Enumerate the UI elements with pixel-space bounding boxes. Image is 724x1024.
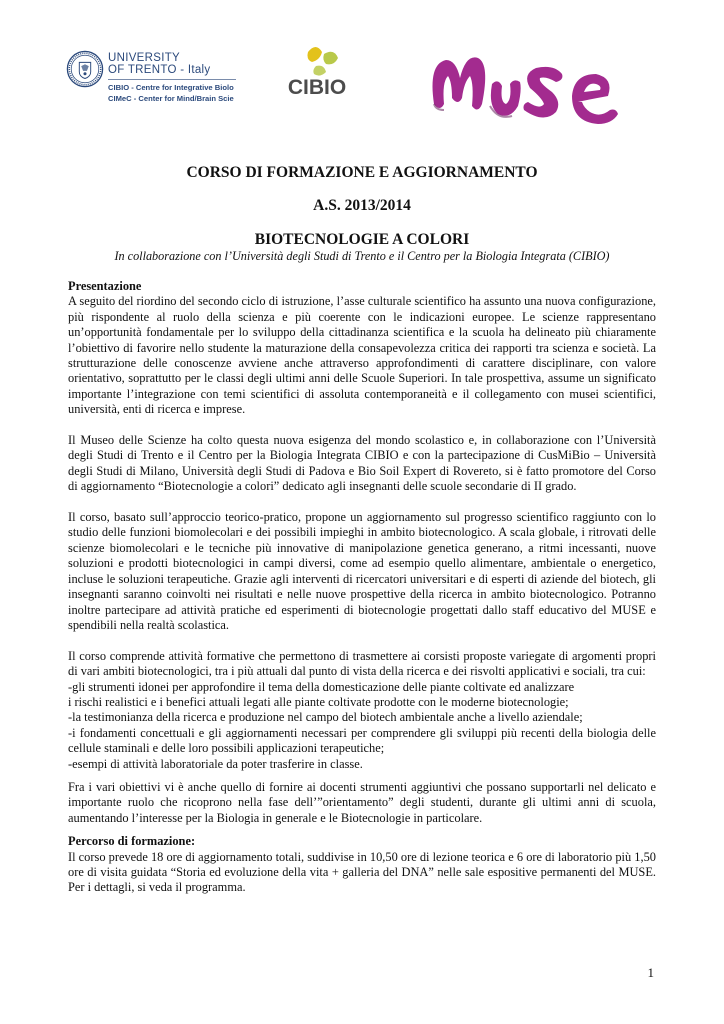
- list-item: -esempi di attività laboratoriale da poter trasferire in classe.: [68, 756, 363, 771]
- muse-logo: [428, 44, 638, 139]
- paragraph: Il corso comprende attività formative che permettono di trasmettere ai corsisti proposte variegate di argomenti propri di vari ambiti biotecnologici, tra i più attuali dal punto di vista della ricerca e dei risvolti applicativi e sociali, tra cui:: [68, 648, 656, 679]
- logo-divider: [108, 79, 236, 80]
- list-item: -la testimonianza della ricerca e produzione nel campo del biotech ambientale anche a livello aziendale;: [68, 710, 583, 725]
- list-item: -gli strumenti idonei per approfondire il tema della domesticazione delle piante coltivate ed analizzare: [68, 679, 575, 694]
- paragraph: Il corso prevede 18 ore di aggiornamento totali, suddivise in 10,50 ore di lezione teorica e 6 ore di laboratorio più 1,50 ore di visita guidata “Storia ed evoluzione della vita + galleria del DNA” nelle sale espositive permanenti del MUSE. Per i dettagli, si veda il programma.: [68, 849, 656, 895]
- university-of-trento-logo: [66, 48, 236, 118]
- document-body: [68, 279, 656, 896]
- cimec-centre-line: CIMeC - Center for Mind/Brain Scie: [108, 94, 234, 103]
- paragraph: A seguito del riordino del secondo ciclo di istruzione, l’asse culturale scientifico ha assunto una nuova configurazione, più rispondente al ruolo della scienza e più coerente con le indicazioni europee. Le scienze rappresentano un’opportunità fondamentale per lo sviluppo della cittadinanza scientifica e la scuola ha delineato più chiaramente l’obiettivo di favorire nello studente la maturazione della consapevolezza critica dei rapporti tra scienza e società. La strutturazione delle conoscenze avviene anche attraverso approfondimenti di carattere disciplinare, con valore orientativo, soprattutto per le classi degli ultimi anni delle Scuole Superiori. In tale prospettiva, assume un significato importante l’integrazione con temi scientifici di assoluta contemporaneità e il collegamento con musei scientifici, università, enti di ricerca e imprese.: [68, 294, 656, 417]
- paragraph: Il Museo delle Scienze ha colto questa nuova esigenza del mondo scolastico e, in collaborazione con l’Università degli Studi di Trento e il Centro per la Biologia Integrata CIBIO e con la partecipazione di CusMiBio – Università degli Studi di Milano, Università degli Studi di Padova e Bio Soil Expert di Rovereto, si è fatto promotore del Corso di aggiornamento “Biotecnologie a colori” dedicato agli insegnanti delle scuole secondarie di II grado.: [68, 433, 656, 494]
- course-name: BIOTECNOLOGIE A COLORI: [254, 231, 470, 248]
- list-item: -i fondamenti concettuali e gli aggiornamenti necessari per comprendere gli sviluppi più recenti della biologia delle cellule staminali e delle loro possibili applicazioni terapeutiche;: [68, 725, 656, 756]
- list-item: i rischi realistici e i benefici attuali legati alle piante coltivate prodotte con le moderne biotecnologie;: [68, 694, 569, 709]
- university-name: UNIVERSITY OF TRENTO - Italy: [108, 52, 211, 76]
- section-heading-percorso: Percorso di formazione:: [68, 834, 196, 849]
- page-number: 1: [647, 965, 654, 980]
- cibio-centre-line: CIBIO - Centre for Integrative Biolo: [108, 83, 234, 92]
- cibio-logo-text: CIBIO: [287, 76, 347, 99]
- collaboration-subtitle: In collaborazione con l’Università degli Studi di Trento e il Centro per la Biologia Integrata (CIBIO): [114, 249, 610, 263]
- section-heading-presentazione: Presentazione: [68, 279, 142, 293]
- paragraph: Il corso, basato sull’approccio teorico-pratico, propone un aggiornamento sul progresso scientifico raggiunto con lo studio delle funzioni biomolecolari e dei possibili impieghi in ambito biotecnologico. A scala globale, i ritrovati delle scienze biomolecolari e le tecniche più innovative di manipolazione genetica generano, a ritmi incessanti, nuove soluzioni e prodotti biotecnologici in campi diversi, come ad esempio quello alimentare, ambientale o energetico, incluse le soluzioni terapeutiche. Grazie agli interventi di ricercatori universitari e di esperti di aziende del biotech, gli insegnanti saranno coinvolti nei risultati e nelle nuove prospettive della ricerca in ambito biotecnologico. Potranno inoltre partecipare ad attività pratiche ed esperimenti di biotecnologie progettati dallo staff educativo del MUSE e spendibili nella realtà scolastica.: [68, 510, 656, 632]
- school-year: A.S. 2013/2014: [313, 197, 411, 214]
- cibio-logo: [272, 44, 362, 104]
- course-title: CORSO DI FORMAZIONE E AGGIORNAMENTO: [186, 164, 538, 181]
- paragraph: Fra i vari obiettivi vi è anche quello di fornire ai docenti strumenti aggiuntivi che possano supportarli nel delicato e importante ruolo che ricoprono nella fase dell’”orientamento” degli studenti, durante gli ultimi anni di scuola, aumentando l’interesse per la Biologia in generale e le Biotecnologie in particolare.: [68, 779, 656, 825]
- header-logos: [66, 40, 666, 140]
- university-seal-icon: [66, 50, 104, 88]
